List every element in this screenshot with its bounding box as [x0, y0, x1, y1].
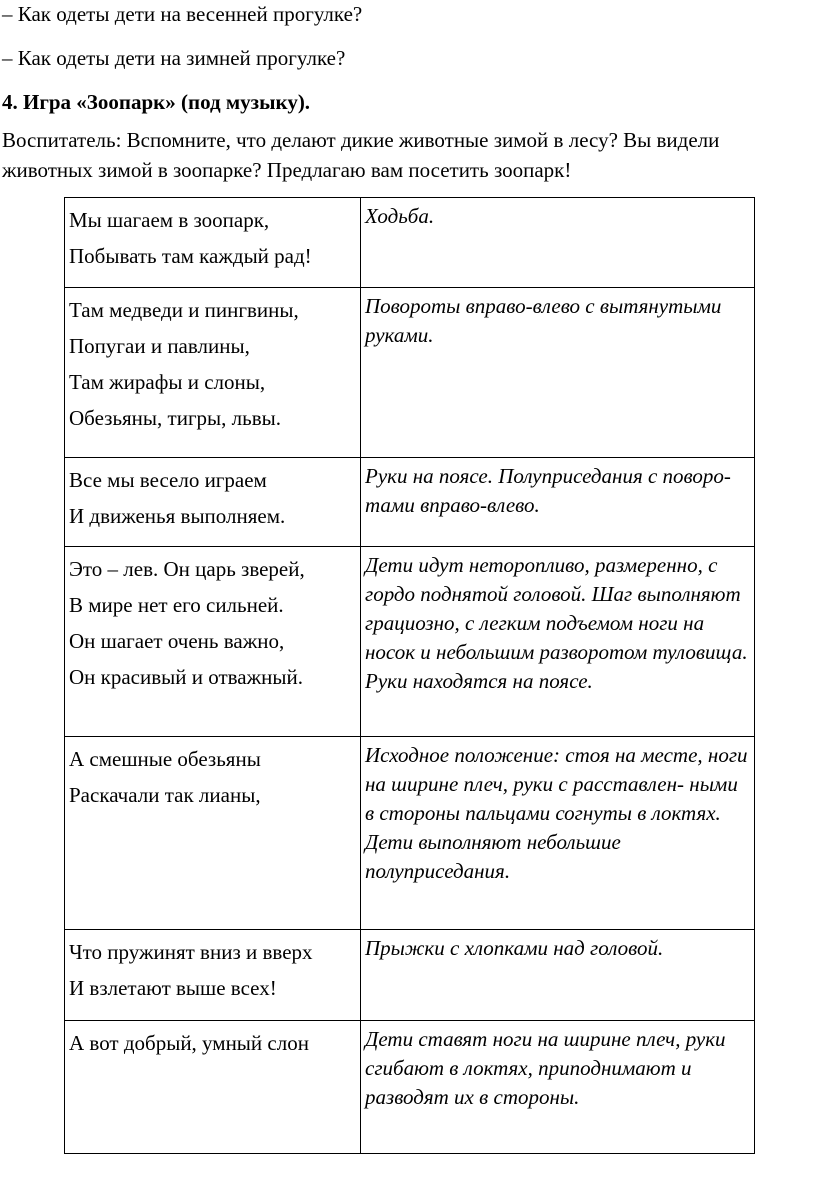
verse-cell [65, 198, 361, 288]
verse-line: Попугаи и павлины, [69, 334, 250, 358]
verse-line: Что пружинят вниз и вверх [69, 940, 313, 964]
verse-line: Раскачали так лианы, [69, 783, 261, 807]
verse-cell [65, 1021, 361, 1154]
question-spring: – Как одеты дети на весенней прогулке? [2, 2, 363, 26]
movement-cell: Руки на поясе. Полуприседания с поворо- тами вправо-влево. [361, 458, 755, 547]
movement-cell: Дети ставят ноги на ширине плеч, руки сгибают в локтях, приподнимают и разводят их в стороны. [361, 1021, 755, 1154]
movement-cell: Исходное положение: стоя на месте, ноги на ширине плеч, руки с расставлен- ными в стороны пальцами согнуты в локтях. Дети выполняют небольшие полуприседания. [361, 737, 755, 930]
verse-line: Там жирафы и слоны, [69, 370, 266, 394]
verse-line: В мире нет его сильней. [69, 593, 284, 617]
table-row [65, 288, 755, 458]
verse-line: Побывать там каждый рад! [69, 244, 312, 268]
verse-cell [65, 288, 361, 458]
movement-cell: Повороты вправо-влево с вытянутыми руками. [361, 288, 755, 458]
movement-cell: Дети идут неторопливо, размеренно, с гордо поднятой головой. Шаг выполняют грациозно, с легким подъемом ноги на носок и небольшим разворотом туловища. Руки находятся на поясе. [361, 547, 755, 737]
verse-cell [65, 737, 361, 930]
table-row [65, 198, 755, 288]
verse-line: И взлетают выше всех! [69, 976, 277, 1000]
verse-line: Он шагает очень важно, [69, 629, 285, 653]
verse-cell [65, 458, 361, 547]
verse-cell [65, 547, 361, 737]
verse-line: А смешные обезьяны [69, 747, 261, 771]
section-heading: 4. Игра «Зоопарк» (под музыку). [2, 90, 311, 114]
question-winter: – Как одеты дети на зимней прогулке? [2, 46, 346, 70]
table-row [65, 1021, 755, 1154]
teacher-paragraph: Воспитатель: Вспомните, что делают дикие животные зимой в лесу? Вы видели животных зимой в зоопарке? Предлагаю вам посетить зоопарк! [2, 128, 720, 182]
table-row [65, 458, 755, 547]
verse-line: Он красивый и отважный. [69, 665, 303, 689]
verse-line: Мы шагаем в зоопарк, [69, 208, 270, 232]
verse-line: Все мы весело играем [69, 468, 267, 492]
verse-cell [65, 930, 361, 1021]
verse-line: Обезьяны, тигры, львы. [69, 406, 281, 430]
verse-line: А вот добрый, умный слон [69, 1031, 309, 1055]
verse-line: Это – лев. Он царь зверей, [69, 557, 305, 581]
exercise-table [64, 197, 755, 1154]
verse-line: И движенья выполняем. [69, 504, 286, 528]
movement-cell: Прыжки с хлопками над головой. [361, 930, 755, 1021]
table-row [65, 930, 755, 1021]
movement-cell: Ходьба. [361, 198, 755, 288]
verse-line: Там медведи и пингвины, [69, 298, 299, 322]
table-row [65, 737, 755, 930]
table-row [65, 547, 755, 737]
